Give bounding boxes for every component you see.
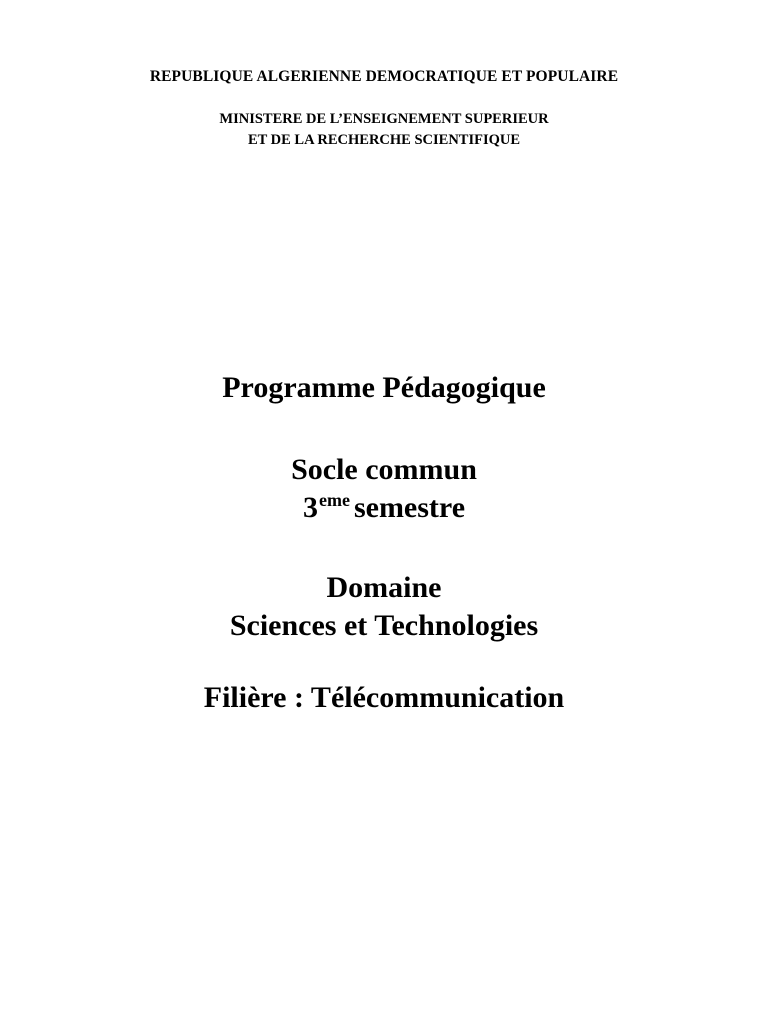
domain-name: Sciences et Technologies	[229, 609, 539, 642]
domain-label: Domaine	[326, 571, 442, 604]
semester-title	[0, 491, 768, 525]
semester-number: 3	[302, 491, 318, 524]
ministry-header-line2: ET DE LA RECHERCHE SCIENTIFIQUE	[247, 132, 521, 148]
republic-header: REPUBLIQUE ALGERIENNE DEMOCRATIQUE ET POPULAIRE	[149, 68, 619, 85]
semester-suffix: eme	[318, 490, 350, 510]
semester-word: semestre	[353, 491, 466, 524]
socle-commun-title: Socle commun	[291, 453, 477, 486]
ministry-header-line1: MINISTERE DE L’ENSEIGNEMENT SUPERIEUR	[219, 111, 549, 127]
filiere-title: Filière : Télécommunication	[203, 681, 565, 714]
programme-title: Programme Pédagogique	[222, 371, 546, 404]
